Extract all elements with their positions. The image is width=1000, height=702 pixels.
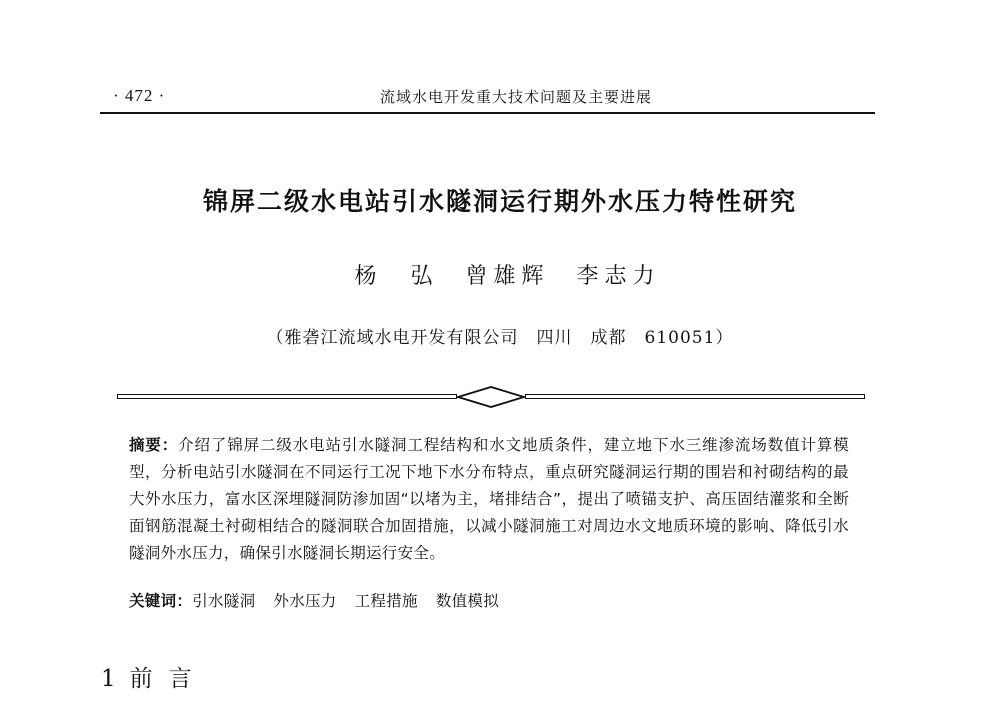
author-name: 李志力 (576, 264, 661, 289)
keyword-item: 工程措施 (354, 592, 418, 610)
keywords-label: 关键词： (129, 592, 193, 610)
section-number: 1 (101, 666, 116, 692)
abstract-text: 介绍了锦屏二级水电站引水隧洞工程结构和水文地质条件，建立地下水三维渗流场数值计算模型，分析电站引水隧洞在不同运行工况下地下水分布特点，重点研究隧洞运行期的围岩和衬砌结构的最大外水压力，富水区深埋隧洞防渗加固“以堵为主，堵排结合”，提出了喷锚支护、高压固结灌浆和全断面钢筋混凝土衬砌相结合的隧洞联合加固措施，以减小隧洞施工对周边水文地质环境的影响、降低引水隧洞外水压力，确保引水隧洞长期运行安全。 (129, 436, 849, 562)
running-head-title: 流域水电开发重大技术问题及主要进展 (380, 88, 653, 106)
author-list (0, 259, 1000, 290)
keyword-item: 数值模拟 (435, 592, 500, 610)
section-heading (101, 660, 208, 693)
keyword-item: 外水压力 (273, 592, 337, 610)
page-number: · 472 · (113, 86, 166, 105)
affiliation: （雅砻江流域水电开发有限公司 四川 成都 610051） (266, 328, 734, 348)
ornament-rule-left (117, 394, 457, 399)
paper-title: 锦屏二级水电站引水隧洞运行期外水压力特性研究 (202, 187, 797, 216)
section-title: 前言 (129, 666, 208, 692)
abstract (129, 432, 849, 567)
keywords (129, 589, 517, 611)
keyword-item: 引水隧洞 (192, 592, 256, 610)
ornament-rule-right (525, 394, 865, 399)
author-name: 曾雄辉 (465, 264, 550, 289)
abstract-label: 摘要： (129, 436, 179, 454)
ornament-diamond-icon (456, 385, 526, 409)
author-name: 杨 弘 (354, 264, 439, 289)
header-rule (100, 112, 875, 114)
